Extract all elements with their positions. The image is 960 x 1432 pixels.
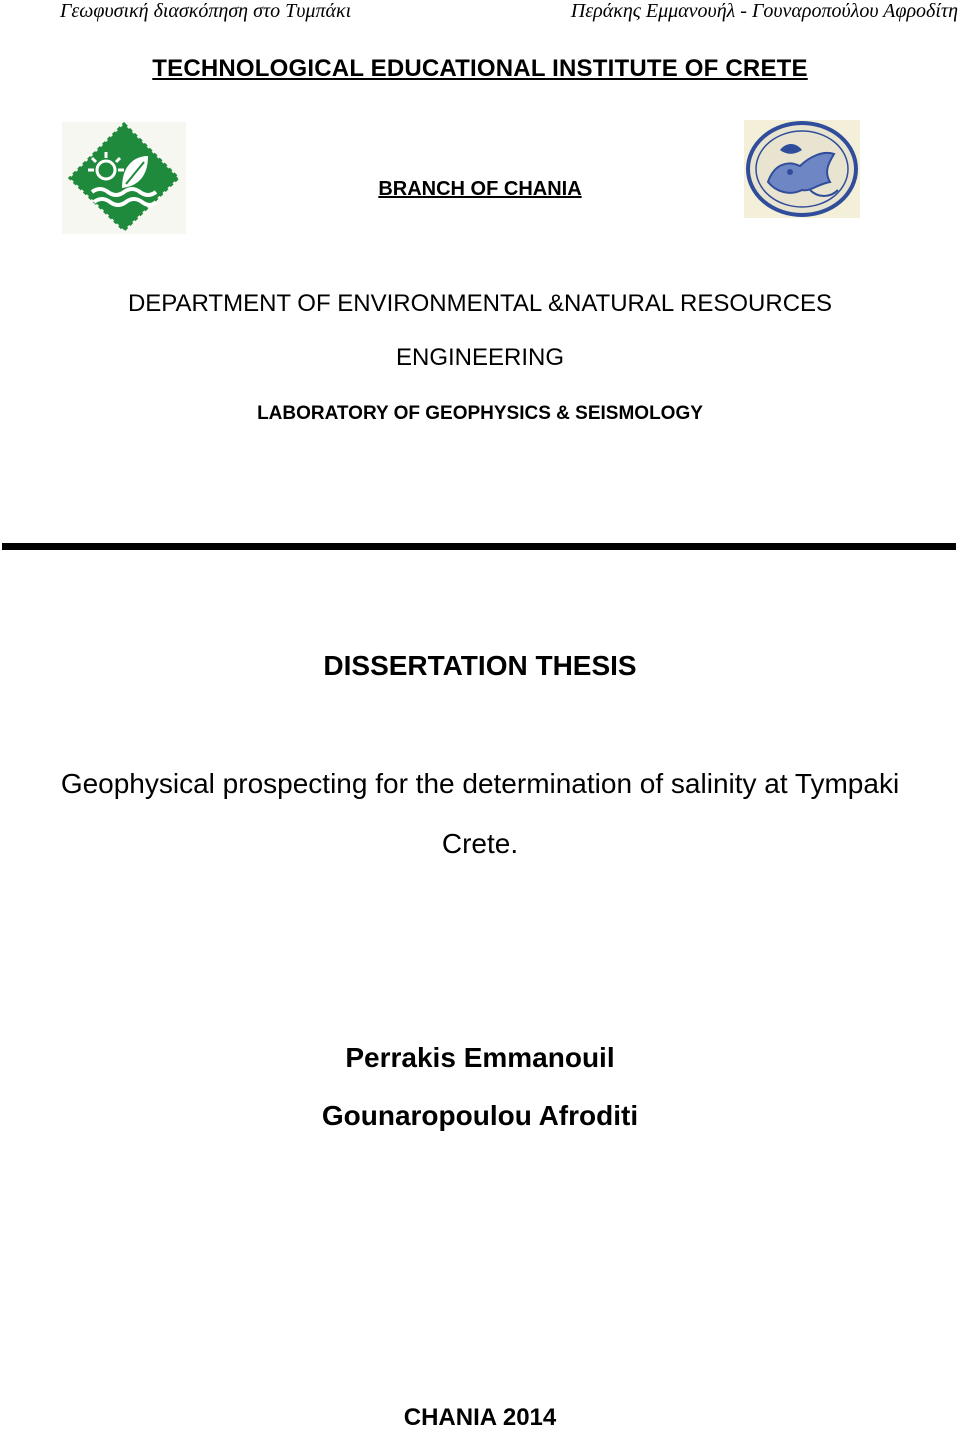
running-header-right: Περάκης Εμμανουήλ - Γουναροπούλου Αφροδίτη [570,0,958,22]
thesis-title-line-2: Crete. [441,828,519,859]
author-1: Perrakis Emmanouil [345,1042,615,1073]
department-line-2: ENGINEERING [395,344,565,371]
thesis-title-line-1: Geophysical prospecting for the determination of salinity at Tympaki [60,768,900,799]
department-line-1: DEPARTMENT OF ENVIRONMENTAL &NATURAL RESOURCES [127,290,833,317]
horizontal-rule [2,543,956,550]
author-2: Gounaropoulou Afroditi [321,1100,639,1131]
running-header-left: Γεωφυσική διασκόπηση στο Τυμπάκι [60,0,352,22]
running-header [0,0,960,28]
document-type: DISSERTATION THESIS [323,650,637,681]
institute-name: TECHNOLOGICAL EDUCATIONAL INSTITUTE OF CRETE [152,55,808,82]
institute-seal-icon [744,120,860,218]
laboratory-name: LABORATORY OF GEOPHYSICS & SEISMOLOGY [257,403,703,424]
branch-name: BRANCH OF CHANIA [378,178,582,200]
place-and-year: CHANIA 2014 [403,1404,557,1431]
